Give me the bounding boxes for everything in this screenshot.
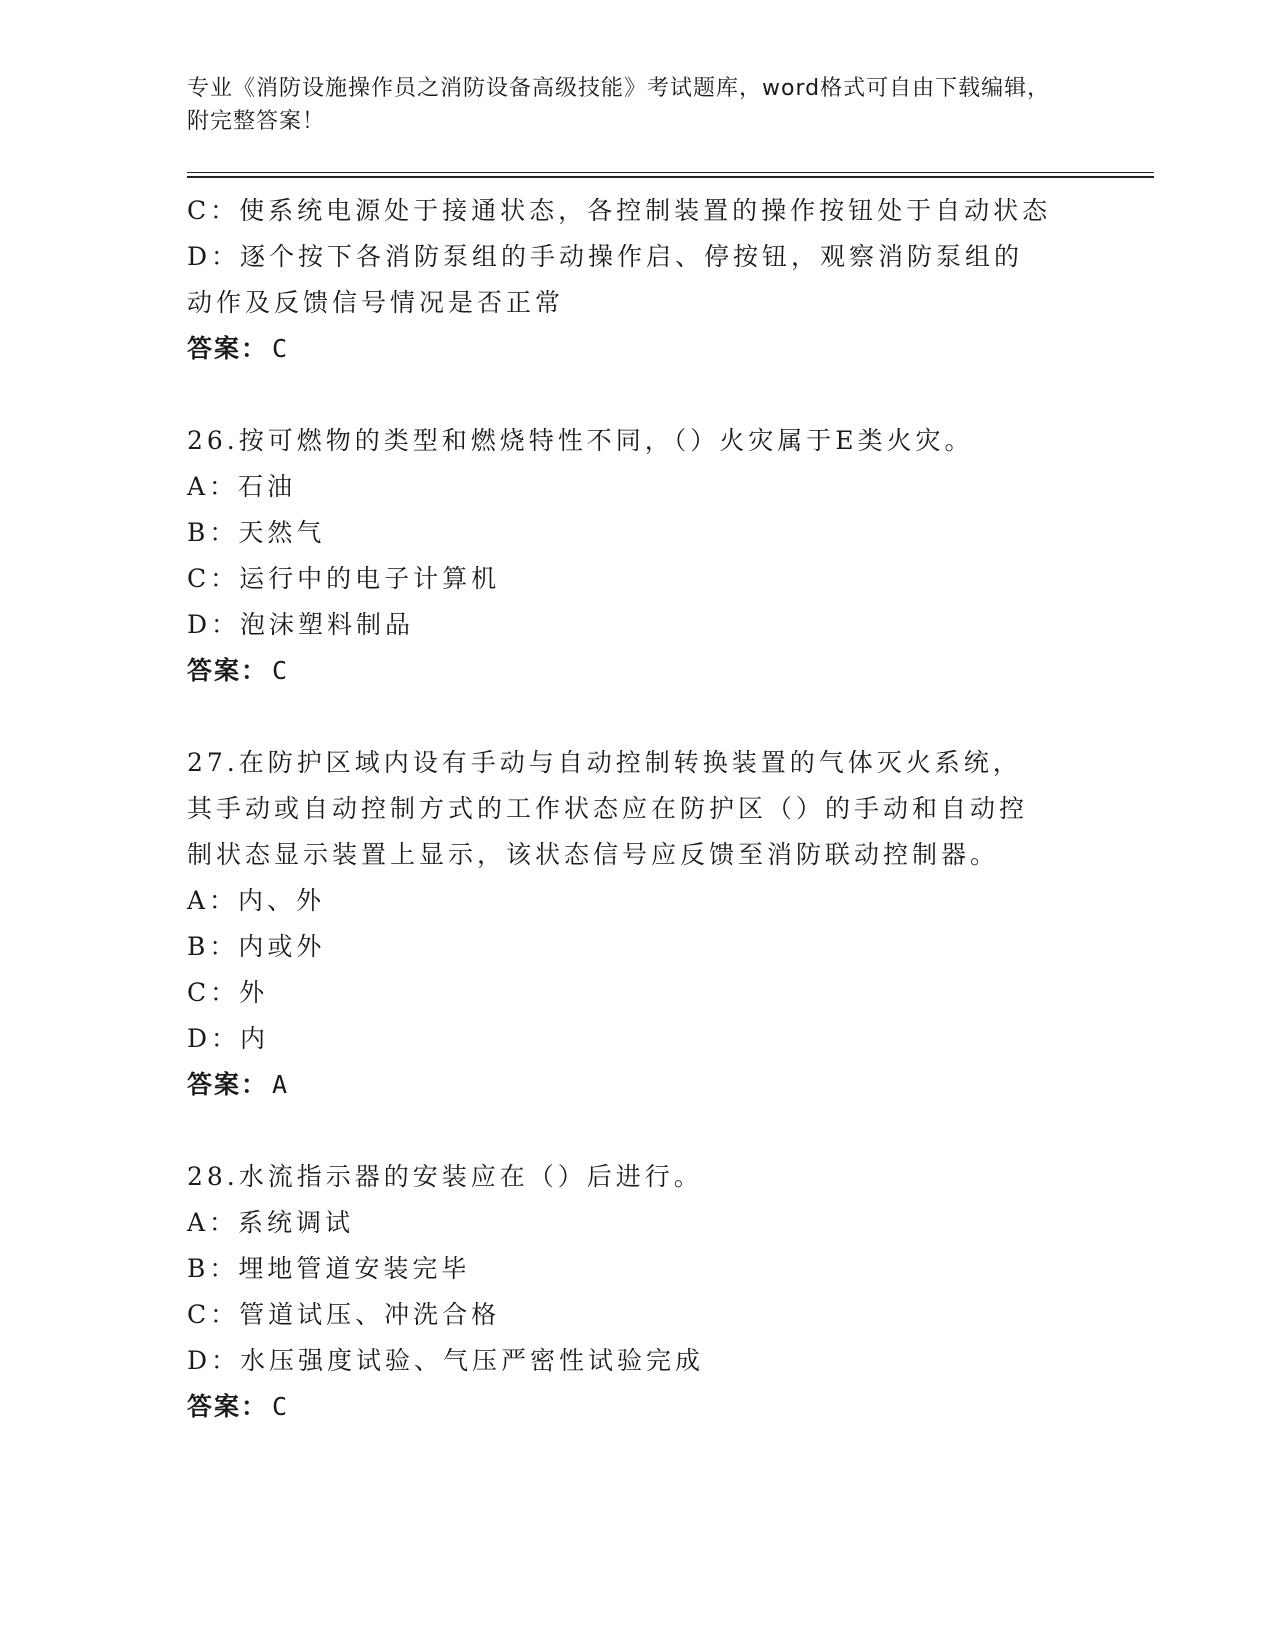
header-divider-thin — [187, 172, 1154, 173]
option-d: D：内 — [187, 1024, 270, 1053]
answer-line — [187, 326, 1087, 372]
option-a: A：石油 — [187, 472, 297, 501]
option-c: C：管道试压、冲洗合格 — [187, 1300, 501, 1329]
answer-line — [187, 1062, 1087, 1108]
spacer — [187, 372, 1087, 418]
answer-value: C — [272, 1392, 290, 1421]
option-d: D：逐个按下各消防泵组的手动操作启、停按钮，观察消防泵组的动作及反馈信号情况是否正常 — [187, 242, 1024, 317]
question-list — [187, 188, 1087, 1430]
question-27 — [187, 740, 1087, 1108]
option-c: C：运行中的电子计算机 — [187, 564, 501, 593]
option-d: D：水压强度试验、气压严密性试验完成 — [187, 1346, 705, 1375]
header-divider-thick — [187, 176, 1154, 178]
answer-label: 答案： — [187, 1070, 269, 1099]
answer-line — [187, 1384, 1087, 1430]
question-28 — [187, 1154, 1087, 1430]
option-b: B：天然气 — [187, 518, 326, 547]
answer-value: A — [272, 1070, 290, 1099]
spacer — [187, 694, 1087, 740]
option-c: C：外 — [187, 978, 269, 1007]
option-b: B：内或外 — [187, 932, 326, 961]
answer-label: 答案： — [187, 656, 269, 685]
answer-label: 答案： — [187, 1392, 269, 1421]
option-a: A：内、外 — [187, 886, 326, 915]
spacer — [187, 1108, 1087, 1154]
answer-label: 答案： — [187, 334, 269, 363]
question-25-continued — [187, 188, 1087, 372]
question-stem: 26.按可燃物的类型和燃烧特性不同，（）火灾属于E类火灾。 — [187, 426, 974, 455]
answer-value: C — [272, 334, 290, 363]
question-stem: 28.水流指示器的安装应在（）后进行。 — [187, 1162, 703, 1191]
option-a: A：系统调试 — [187, 1208, 355, 1237]
document-header: 专业《消防设施操作员之消防设备高级技能》考试题库，word格式可自由下载编辑，附完整答案！ — [187, 76, 1051, 134]
question-stem: 27.在防护区域内设有手动与自动控制转换装置的气体灭火系统，其手动或自动控制方式的工作状态应在防护区（）的手动和自动控制状态显示装置上显示，该状态信号应反馈至消防联动控制器。 — [187, 748, 1029, 869]
option-b: B：埋地管道安装完毕 — [187, 1254, 471, 1283]
question-26 — [187, 418, 1087, 694]
option-c: C：使系统电源处于接通状态，各控制装置的操作按钮处于自动状态 — [187, 196, 1052, 225]
answer-value: C — [272, 656, 290, 685]
answer-line — [187, 648, 1087, 694]
option-d: D：泡沫塑料制品 — [187, 610, 415, 639]
